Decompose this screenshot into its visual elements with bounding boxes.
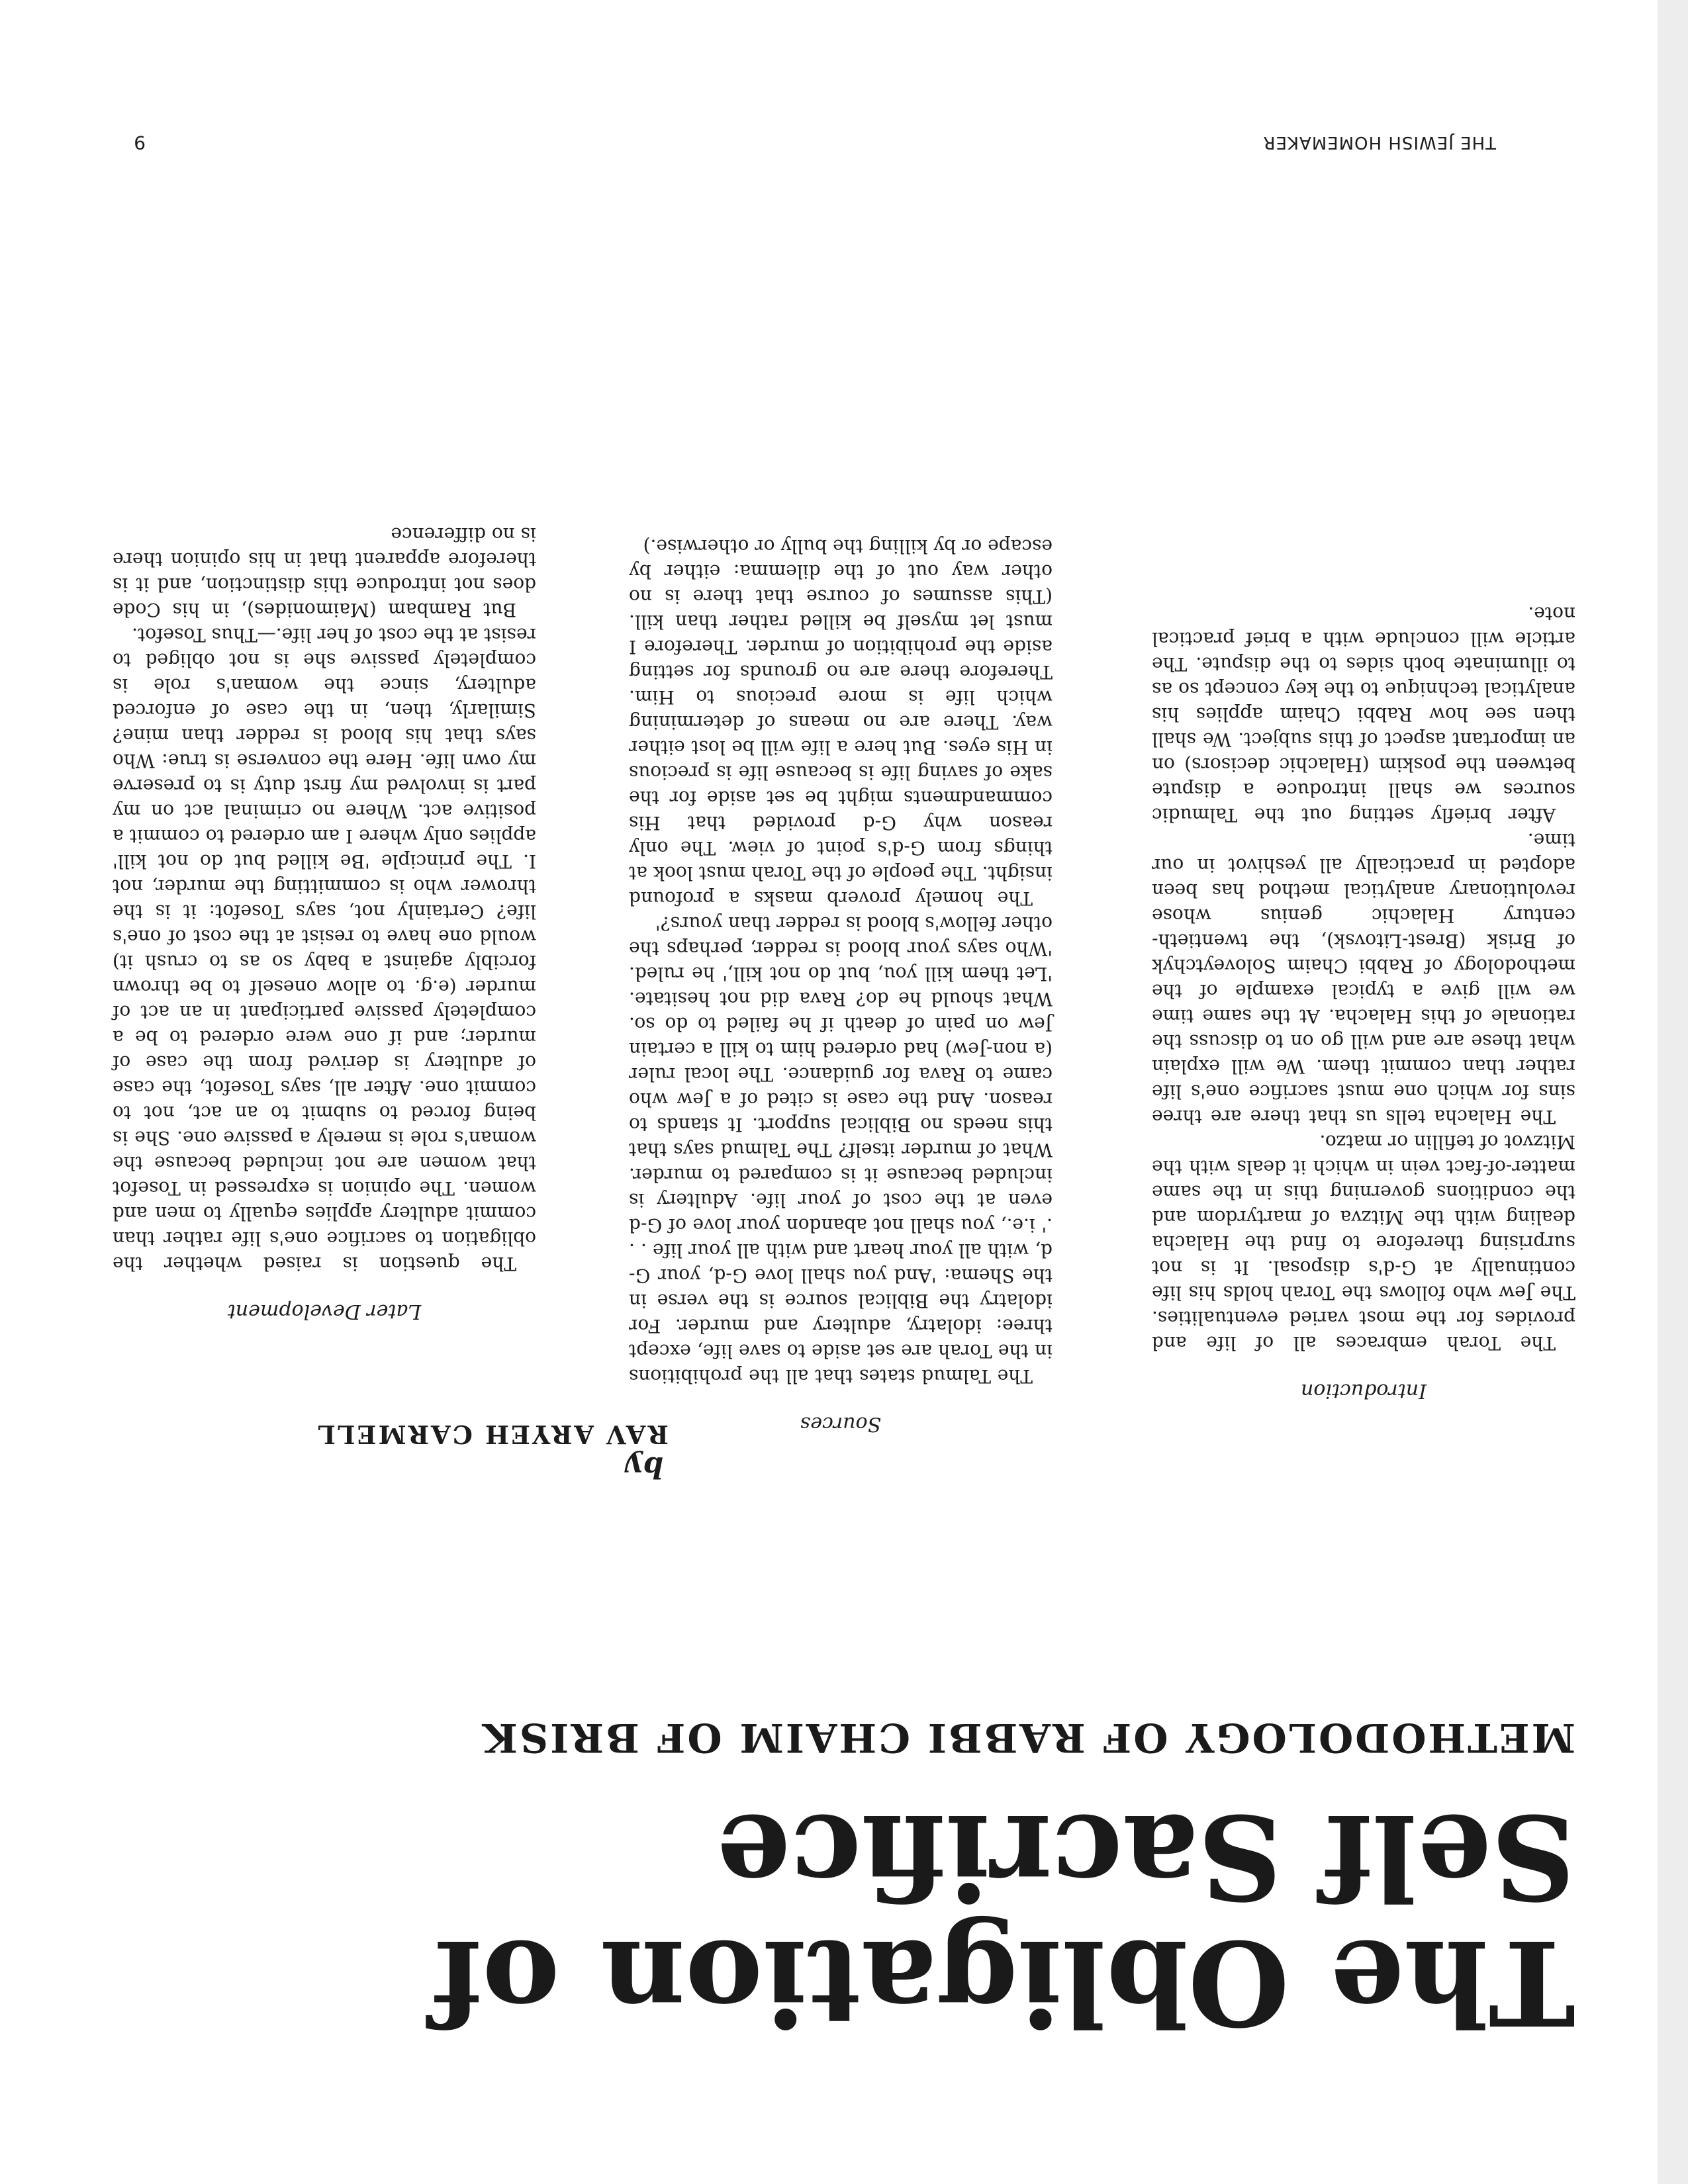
running-header: THE JEWISH HOMEMAKER xyxy=(1262,132,1496,152)
paragraph: The Torah embraces all of life and provides for the most varied eventualities. The Jew who follows the Torah holds his life continually at G-d's disposal. It is not surprising therefore to find the Halacha dealing with the Mitzva of martyrdom and the conditions governing this in the same matter-of-fact vein in which it deals with the Mitzvot of tefillin or matzo. xyxy=(1152,1131,1575,1354)
paragraph: The Talmud states that all the prohibitions in the Torah are set aside to save life, except three: idolatry, adultery and murder. For idolatry the Biblical source is the verse in the Shema: 'And you shall love G-d, your G-d, with all your heart and with all your life . . .' i.e., you shall not abandon your love of G-d even at the cost of your life. Adultery is included because it is compared to murder. What of murder itself? The Talmud says that this needs no Biblical support. It stands to reason. And the case is cited of a Jew who came to Rava for guidance. The local ruler (a non-Jew) had ordered him to kill a certain Jew on pain of death if he failed to do so. What should he do? Rava did not hesitate. 'Let them kill you, but do not kill,' he ruled. 'Who says your blood is redder, perhaps the other fellow's blood is redder than yours?' xyxy=(629,913,1053,1387)
byline-by: by xyxy=(626,1450,663,1484)
section-heading-sources: Sources xyxy=(800,1412,882,1435)
column-sources xyxy=(629,533,1053,1436)
byline xyxy=(205,1418,669,1482)
paragraph: After briefly setting out the Talmudic sources we shall introduce a dispute between the poskim (Halachic decisors) on an important aspect of this subject. We shall then see how Rabbi Chaim applies his analytical technique to the key concept so as to illuminate both sides to the dispute. The article will conclude with a brief practical note. xyxy=(1152,603,1575,826)
article-title: The Obligation of Self Sacrifice xyxy=(432,1788,1575,2051)
scan-edge xyxy=(1658,0,1688,2184)
section-heading-later-development: Later Development xyxy=(227,1300,422,1323)
paragraph: The Halacha tells us that there are three sins for which one must sacrifice one's life rather than commit them. We will explain what these are and will go on to discuss the rationale of this Halacha. At the same time we will give a typical example of the methodology of Rabbi Chaim Soloveytchyk of Brisk (Brest-Litovsk), the twentieth-century Halachic genius whose revolutionary analytical method has been adopted in practically all yeshivot in our time. xyxy=(1152,829,1575,1128)
column-later-development xyxy=(113,522,536,1324)
paragraph: But Rambam (Maimonides), in his Code does not introduce this distinction, and it is therefore apparent that in his opinion there is no difference xyxy=(113,523,536,621)
paragraph: The homely proverb masks a profound insight. The people of the Torah must look at things from G-d's point of view. The only reason why G-d provided that His commandments might be set aside for the sake of saving life is because life is precious in His eyes. But here a life will be lost either way. There are no means of determining which life is more precious to Him. Therefore there are no grounds for setting aside the prohibition of murder. Therefore I must let myself be killed rather than kill. (This assumes of course that there is no other way out of the dilemma: either by escape or by killing the bully or otherwise.) xyxy=(629,535,1053,909)
column-introduction xyxy=(1152,601,1575,1403)
page-number: 9 xyxy=(134,132,146,154)
paragraph: The question is raised whether the obligation to sacrifice one's life rather than commit adultery applies equally to men and women. The opinion is expressed in Tosefot that women are not included because the woman's role is merely a passive one. She is being forced to submit to an act, not to commit one. After all, says Tosefot, the case of adultery is derived from the case of murder; and if one were ordered to be a completely passive participant in an act of murder (e.g. to allow oneself to be thrown forcibly against a baby so as to crush it) would one have to resist at the cost of one's life? Certainly not, says Tosefot: it is the thrower who is committing the murder, not I. The principle 'Be killed but do not kill' applies only where I am ordered to commit a positive act. Where no criminal act on my part is involved my first duty is to preserve my own life. Here the converse is true: Who says that his blood is redder than mine? Similarly, then, in the case of enforced adultery, since the woman's role is completely passive she is not obliged to resist at the cost of her life.—Thus Tosefot. xyxy=(113,624,536,1275)
byline-author: RAV ARYEH CARMELL xyxy=(316,1419,669,1449)
section-heading-introduction: Introduction xyxy=(1301,1379,1427,1402)
article-subtitle: METHODOLOGY OF RABBI CHAIM OF BRISK xyxy=(481,1714,1575,1760)
